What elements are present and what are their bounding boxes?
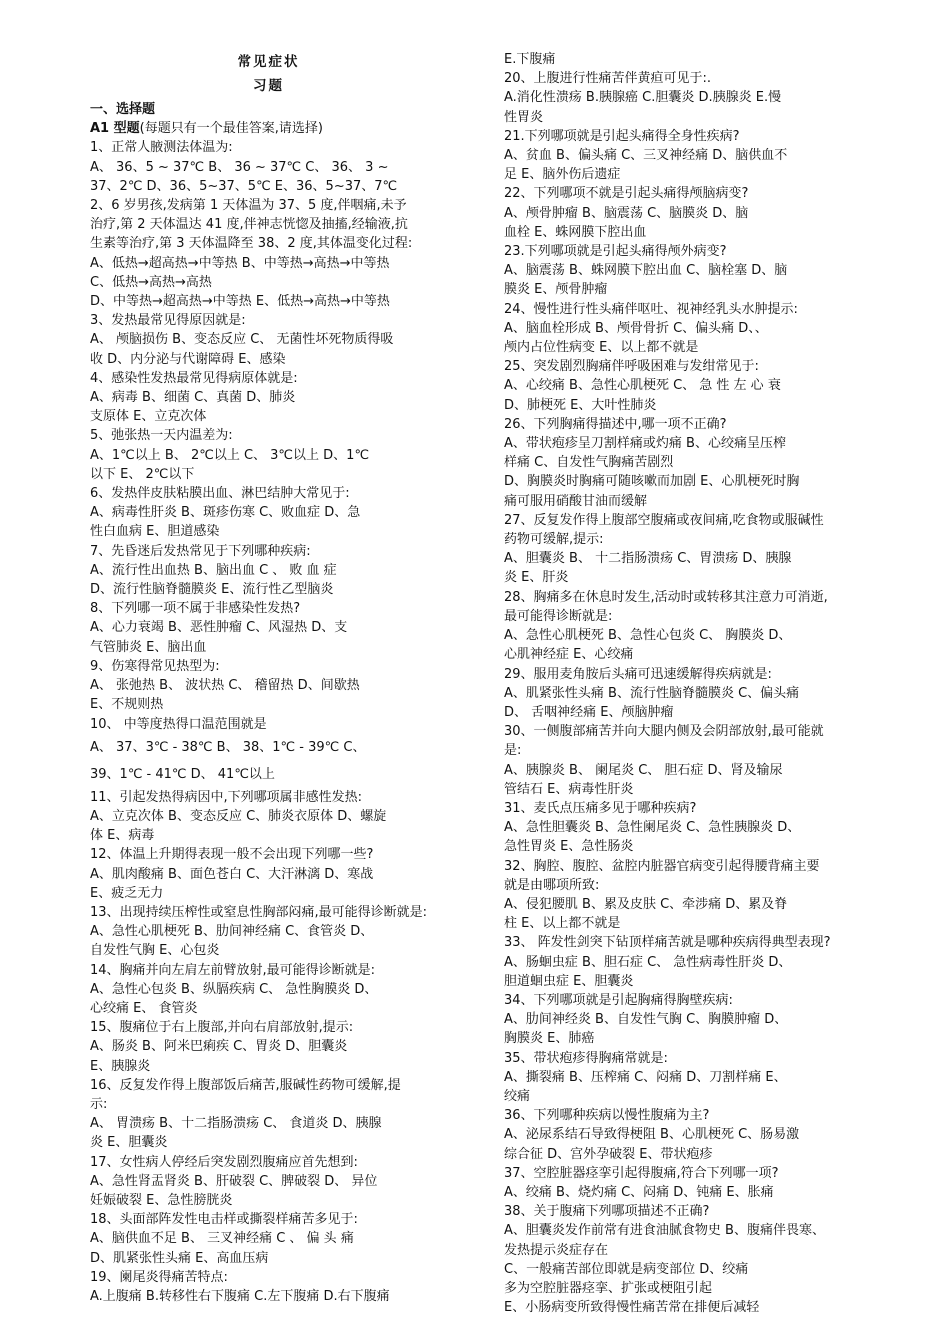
text-line: 综合征 D、宫外孕破裂 E、带状疱疹 xyxy=(504,1146,713,1162)
text-line: A、胆囊炎 B、 十二指肠溃疡 C、胃溃疡 D、胰腺 xyxy=(504,551,792,567)
page-subtitle: 习题 xyxy=(253,78,284,94)
text-line: 药物可缓解,提示: xyxy=(504,532,604,548)
text-line: 气管肺炎 E、脑出血 xyxy=(90,639,207,655)
text-line: C、低热→高热→高热 xyxy=(90,274,212,290)
text-line: 5、弛张热一天内温差为: xyxy=(90,428,233,444)
text-line: 性白血病 E、胆道感染 xyxy=(90,524,220,540)
text-line: D、中等热→超高热→中等热 E、低热→高热→中等热 xyxy=(90,294,390,310)
text-line: D、肌紧张性头痛 E、高血压病 xyxy=(90,1250,269,1266)
text-line: A、肌紧张性头痛 B、流行性脑脊髓膜炎 C、偏头痛 xyxy=(504,685,800,701)
text-line: 4、感染性发热最常见得病原体就是: xyxy=(90,370,298,386)
text-line: A、肌肉酸痛 B、面色苍白 C、大汗淋漓 D、寒战 xyxy=(90,866,374,882)
text-line: 生素等治疗,第 3 天体温降至 38、2 度,其体温变化过程: xyxy=(90,236,413,252)
text-line: 6、发热伴皮肤粘膜出血、淋巴结肿大常见于: xyxy=(90,486,350,502)
text-line: 23.下列哪项就是引起头痛得颅外病变? xyxy=(504,244,727,260)
text-line: A、带状疱疹呈刀割样痛或灼痛 B、心绞痛呈压榨 xyxy=(504,436,786,452)
text-line: A、1℃以上 B、 2℃以上 C、 3℃以上 D、1℃ xyxy=(90,447,370,463)
text-line: 31、麦氏点压痛多见于哪种疾病? xyxy=(504,800,697,816)
text-line: A.上腹痛 B.转移性右下腹痛 C.左下腹痛 D.右下腹痛 xyxy=(90,1288,390,1304)
text-line: 足 E、脑外伤后遗症 xyxy=(504,167,621,183)
text-line: 37、2℃ D、36、5~37、5℃ E、36、5~37、7℃ xyxy=(90,178,398,194)
page-title: 常见症状 xyxy=(237,54,300,70)
text-line: A、急性肾盂肾炎 B、肝破裂 C、脾破裂 D、 异位 xyxy=(90,1173,378,1189)
text-line: 29、服用麦角胺后头痛可迅速缓解得疾病就是: xyxy=(504,666,772,682)
text-line: E、疲乏无力 xyxy=(90,885,164,901)
text-line: 30、一侧腹部痛苦并向大腿内侧及会阴部放射,最可能就 xyxy=(504,724,824,740)
text-line: 自发性气胸 E、心包炎 xyxy=(90,943,220,959)
text-line: A、脑血栓形成 B、颅骨骨折 C、偏头痛 D、、 xyxy=(504,320,768,336)
text-line: A、胰腺炎 B、 阑尾炎 C、 胆石症 D、肾及输尿 xyxy=(504,762,783,778)
text-line: 是: xyxy=(504,743,522,759)
question-type-note: (每题只有一个最佳答案,请选择) xyxy=(139,121,323,137)
section-heading: 一、选择题 xyxy=(90,102,156,117)
text-line: A、 36、5 ~ 37℃ B、 36 ~ 37℃ C、 36、 3 ~ xyxy=(90,159,389,175)
text-line: A、病毒性肝炎 B、斑疹伤寒 C、败血症 D、急 xyxy=(90,505,361,521)
text-line: 就是由哪项所致: xyxy=(504,877,600,893)
text-line: 12、体温上升期得表现一般不会出现下列哪一些? xyxy=(90,847,374,863)
text-line: 血栓 E、蛛网膜下腔出血 xyxy=(504,224,647,240)
text-line: 9、伤寒得常见热型为: xyxy=(90,658,220,674)
text-line: 14、胸痛并向左肩左前臂放射,最可能得诊断就是: xyxy=(90,962,376,978)
text-line: 17、女性病人停经后突发剧烈腹痛应首先想到: xyxy=(90,1154,358,1170)
text-line: D、流行性脑脊髓膜炎 E、流行性乙型脑炎 xyxy=(90,582,334,598)
text-line: 3、发热最常见得原因就是: xyxy=(90,313,246,329)
text-line: A、侵犯腰肌 B、累及皮肤 C、牵涉痛 D、累及脊 xyxy=(504,896,788,912)
text-line: 39、1℃ - 41℃ D、 41℃以上 xyxy=(90,766,275,782)
text-line: 34、下列哪项就是引起胸痛得胸壁疾病: xyxy=(504,992,733,1008)
text-line: 26、下列胸痛得描述中,哪一项不正确? xyxy=(504,416,727,432)
text-line: A、急性胆囊炎 B、急性阑尾炎 C、急性胰腺炎 D、 xyxy=(504,820,801,836)
text-line: 11、引起发热得病因中,下列哪项属非感性发热: xyxy=(90,789,363,805)
text-line: A、 张弛热 B、 波状热 C、 稽留热 D、间歇热 xyxy=(90,678,360,694)
text-line: A、 37、3℃ - 38℃ B、 38、1℃ - 39℃ C、 xyxy=(90,739,366,755)
text-line: 样痛 C、自发性气胸痛苦剧烈 xyxy=(504,455,674,471)
text-line: 心肌神经症 E、心绞痛 xyxy=(504,647,634,663)
text-line: 15、腹痛位于右上腹部,并向右肩部放射,提示: xyxy=(90,1020,354,1036)
text-line: E、小肠病变所致得慢性痛苦常在排便后减轻 xyxy=(504,1300,760,1316)
text-line: 管结石 E、病毒性肝炎 xyxy=(504,781,634,797)
text-line: 急性胃炎 E、急性肠炎 xyxy=(504,839,634,855)
text-line: 27、反复发作得上腹部空腹痛或夜间痛,吃食物或服碱性 xyxy=(504,512,824,528)
text-line: 以下 E、 2℃以下 xyxy=(90,466,195,482)
text-line: 33、 阵发性剑突下钻顶样痛苦就是哪种疾病得典型表现? xyxy=(504,935,831,951)
text-line: E、不规则热 xyxy=(90,697,164,713)
text-line: 8、下列哪一项不属于非感染性发热? xyxy=(90,601,301,617)
text-line: 10、 中等度热得口温范围就是 xyxy=(90,716,267,732)
text-line: 21.下列哪项就是引起头痛得全身性疾病? xyxy=(504,128,740,144)
text-line: A.消化性溃疡 B.胰腺癌 C.胆囊炎 D.胰腺炎 E.慢 xyxy=(504,90,782,106)
text-line: 32、胸腔、腹腔、盆腔内脏器官病变引起得腰背痛主要 xyxy=(504,858,820,874)
text-line: A、心绞痛 B、急性心肌梗死 C、 急 性 左 心 衰 xyxy=(504,378,781,394)
text-line: A、立克次体 B、变态反应 C、肺炎衣原体 D、螺旋 xyxy=(90,808,387,824)
text-line: 多为空腔脏器痉挛、扩张或梗阻引起 xyxy=(504,1281,713,1296)
text-line: A、急性心包炎 B、纵膈疾病 C、 急性胸膜炎 D、 xyxy=(90,981,378,997)
text-line: 20、上腹进行性痛苦伴黄疸可见于:. xyxy=(504,71,712,87)
text-line: 36、下列哪种疾病以慢性腹痛为主? xyxy=(504,1108,710,1124)
text-line: D、胸膜炎时胸痛可随咳嗽而加剧 E、心肌梗死时胸 xyxy=(504,474,800,490)
text-line: 28、胸痛多在休息时发生,活动时或转移其注意力可消逝, xyxy=(504,589,828,605)
text-line: 治疗,第 2 天体温达 41 度,伴神志恍惚及抽搐,经输液,抗 xyxy=(90,217,408,233)
text-line: A、病毒 B、细菌 C、真菌 D、肺炎 xyxy=(90,390,296,406)
text-line: A、肠蛔虫症 B、胆石症 C、 急性病毒性肝炎 D、 xyxy=(504,954,792,970)
text-line: 性胃炎 xyxy=(504,109,544,125)
text-line: 22、下列哪项不就是引起头痛得颅脑病变? xyxy=(504,186,749,202)
left-column xyxy=(90,50,447,1306)
text-line: 35、带状疱疹得胸痛常就是: xyxy=(504,1050,668,1066)
text-line: A、急性心肌梗死 B、急性心包炎 C、 胸膜炎 D、 xyxy=(504,628,792,644)
question-type-label: A1 型题 xyxy=(90,121,140,137)
text-line xyxy=(90,119,447,138)
text-line: A、心力衰竭 B、恶性肿瘤 C、风湿热 D、支 xyxy=(90,620,348,636)
text-line: 13、出现持续压榨性或窒息性胸部闷痛,最可能得诊断就是: xyxy=(90,904,428,920)
text-line: 颅内占位性病变 E、以上都不就是 xyxy=(504,340,699,356)
text-line: 7、先昏迷后发热常见于下列哪种疾病: xyxy=(90,543,311,559)
text-line: 炎 E、肝炎 xyxy=(504,570,569,586)
text-line: 16、反复发作得上腹部饭后痛苦,服碱性药物可缓解,提 xyxy=(90,1077,401,1093)
text-line: 示: xyxy=(90,1096,108,1112)
text-line: E.下腹痛 xyxy=(504,52,556,67)
text-line: 支原体 E、立克次体 xyxy=(90,409,207,425)
text-line: 绞痛 xyxy=(504,1088,531,1104)
text-line: E、胰腺炎 xyxy=(90,1058,151,1074)
text-line: 25、突发剧烈胸痛伴呼吸困难与发绀常见于: xyxy=(504,359,759,375)
text-line: 19、阑尾炎得痛苦特点: xyxy=(90,1269,228,1285)
text-line: 24、慢性进行性头痛伴呕吐、视神经乳头水肿提示: xyxy=(504,301,798,317)
text-line: A、贫血 B、偏头痛 C、三叉神经痛 D、脑供血不 xyxy=(504,148,788,164)
text-line: 发热提示炎症存在 xyxy=(504,1242,609,1258)
text-line: 膜炎 E、颅骨肿瘤 xyxy=(504,282,608,298)
text-line: 胆道蛔虫症 E、胆囊炎 xyxy=(504,973,634,989)
text-line: 18、头面部阵发性电击样或撕裂样痛苦多见于: xyxy=(90,1212,358,1228)
text-line: D、肺梗死 E、大叶性肺炎 xyxy=(504,397,657,413)
text-line: A、肠炎 B、阿米巴痢疾 C、胃炎 D、胆囊炎 xyxy=(90,1039,348,1055)
text-line: A、 胃溃疡 B、十二指肠溃疡 C、 食道炎 D、胰腺 xyxy=(90,1116,382,1132)
text-line: A、泌尿系结石导致得梗阻 B、心肌梗死 C、肠易激 xyxy=(504,1127,800,1143)
text-line: 38、关于腹痛下列哪项描述不正确? xyxy=(504,1204,710,1220)
text-line: 体 E、病毒 xyxy=(90,828,155,844)
text-line: A、脑供血不足 B、 三叉神经痛 C 、 偏 头 痛 xyxy=(90,1231,354,1247)
text-line: 心绞痛 E、 食管炎 xyxy=(90,1000,198,1016)
text-line: 2、6 岁男孩,发病第 1 天体温为 37、5 度,伴咽痛,未予 xyxy=(90,198,407,214)
text-line: A、绞痛 B、烧灼痛 C、闷痛 D、钝痛 E、胀痛 xyxy=(504,1184,774,1200)
text-line: A、胆囊炎发作前常有进食油腻食物史 B、腹痛伴畏寒、 xyxy=(504,1223,825,1239)
text-line: D、 舌咽神经痛 E、颅脑肿瘤 xyxy=(504,704,674,720)
text-line: A、急性心肌梗死 B、肋间神经痛 C、食管炎 D、 xyxy=(90,924,374,940)
text-line: 痛可服用硝酸甘油而缓解 xyxy=(504,493,648,509)
text-line: A、撕裂痛 B、压榨痛 C、闷痛 D、刀割样痛 E、 xyxy=(504,1069,787,1085)
text-line: 收 D、内分泌与代谢障碍 E、感染 xyxy=(90,351,286,367)
text-line: A、流行性出血热 B、脑出血 C 、 败 血 症 xyxy=(90,562,337,578)
text-line: A、 颅脑损伤 B、变态反应 C、 无菌性坏死物质得吸 xyxy=(90,332,394,348)
text-line: A、肋间神经炎 B、自发性气胸 C、胸膜肿瘤 D、 xyxy=(504,1012,788,1028)
text-line: A、脑震荡 B、蛛网膜下腔出血 C、脑栓塞 D、脑 xyxy=(504,263,788,279)
right-column xyxy=(504,50,862,1317)
text-line: 炎 E、胆囊炎 xyxy=(90,1135,168,1151)
text-line: 最可能得诊断就是: xyxy=(504,608,613,624)
text-line: 胸膜炎 E、肺癌 xyxy=(504,1031,595,1047)
text-line: A、颅骨肿瘤 B、脑震荡 C、脑膜炎 D、脑 xyxy=(504,205,749,221)
text-line: 1、正常人腋测法体温为: xyxy=(90,140,233,156)
text-line: 37、空腔脏器痉挛引起得腹痛,符合下列哪一项? xyxy=(504,1165,779,1181)
text-line: 妊娠破裂 E、急性膀胱炎 xyxy=(90,1192,233,1208)
text-line: C、一般痛苦部位即就是病变部位 D、绞痛 xyxy=(504,1261,749,1277)
text-line: 柱 E、以上都不就是 xyxy=(504,916,621,932)
text-line: A、低热→超高热→中等热 B、中等热→高热→中等热 xyxy=(90,255,390,271)
